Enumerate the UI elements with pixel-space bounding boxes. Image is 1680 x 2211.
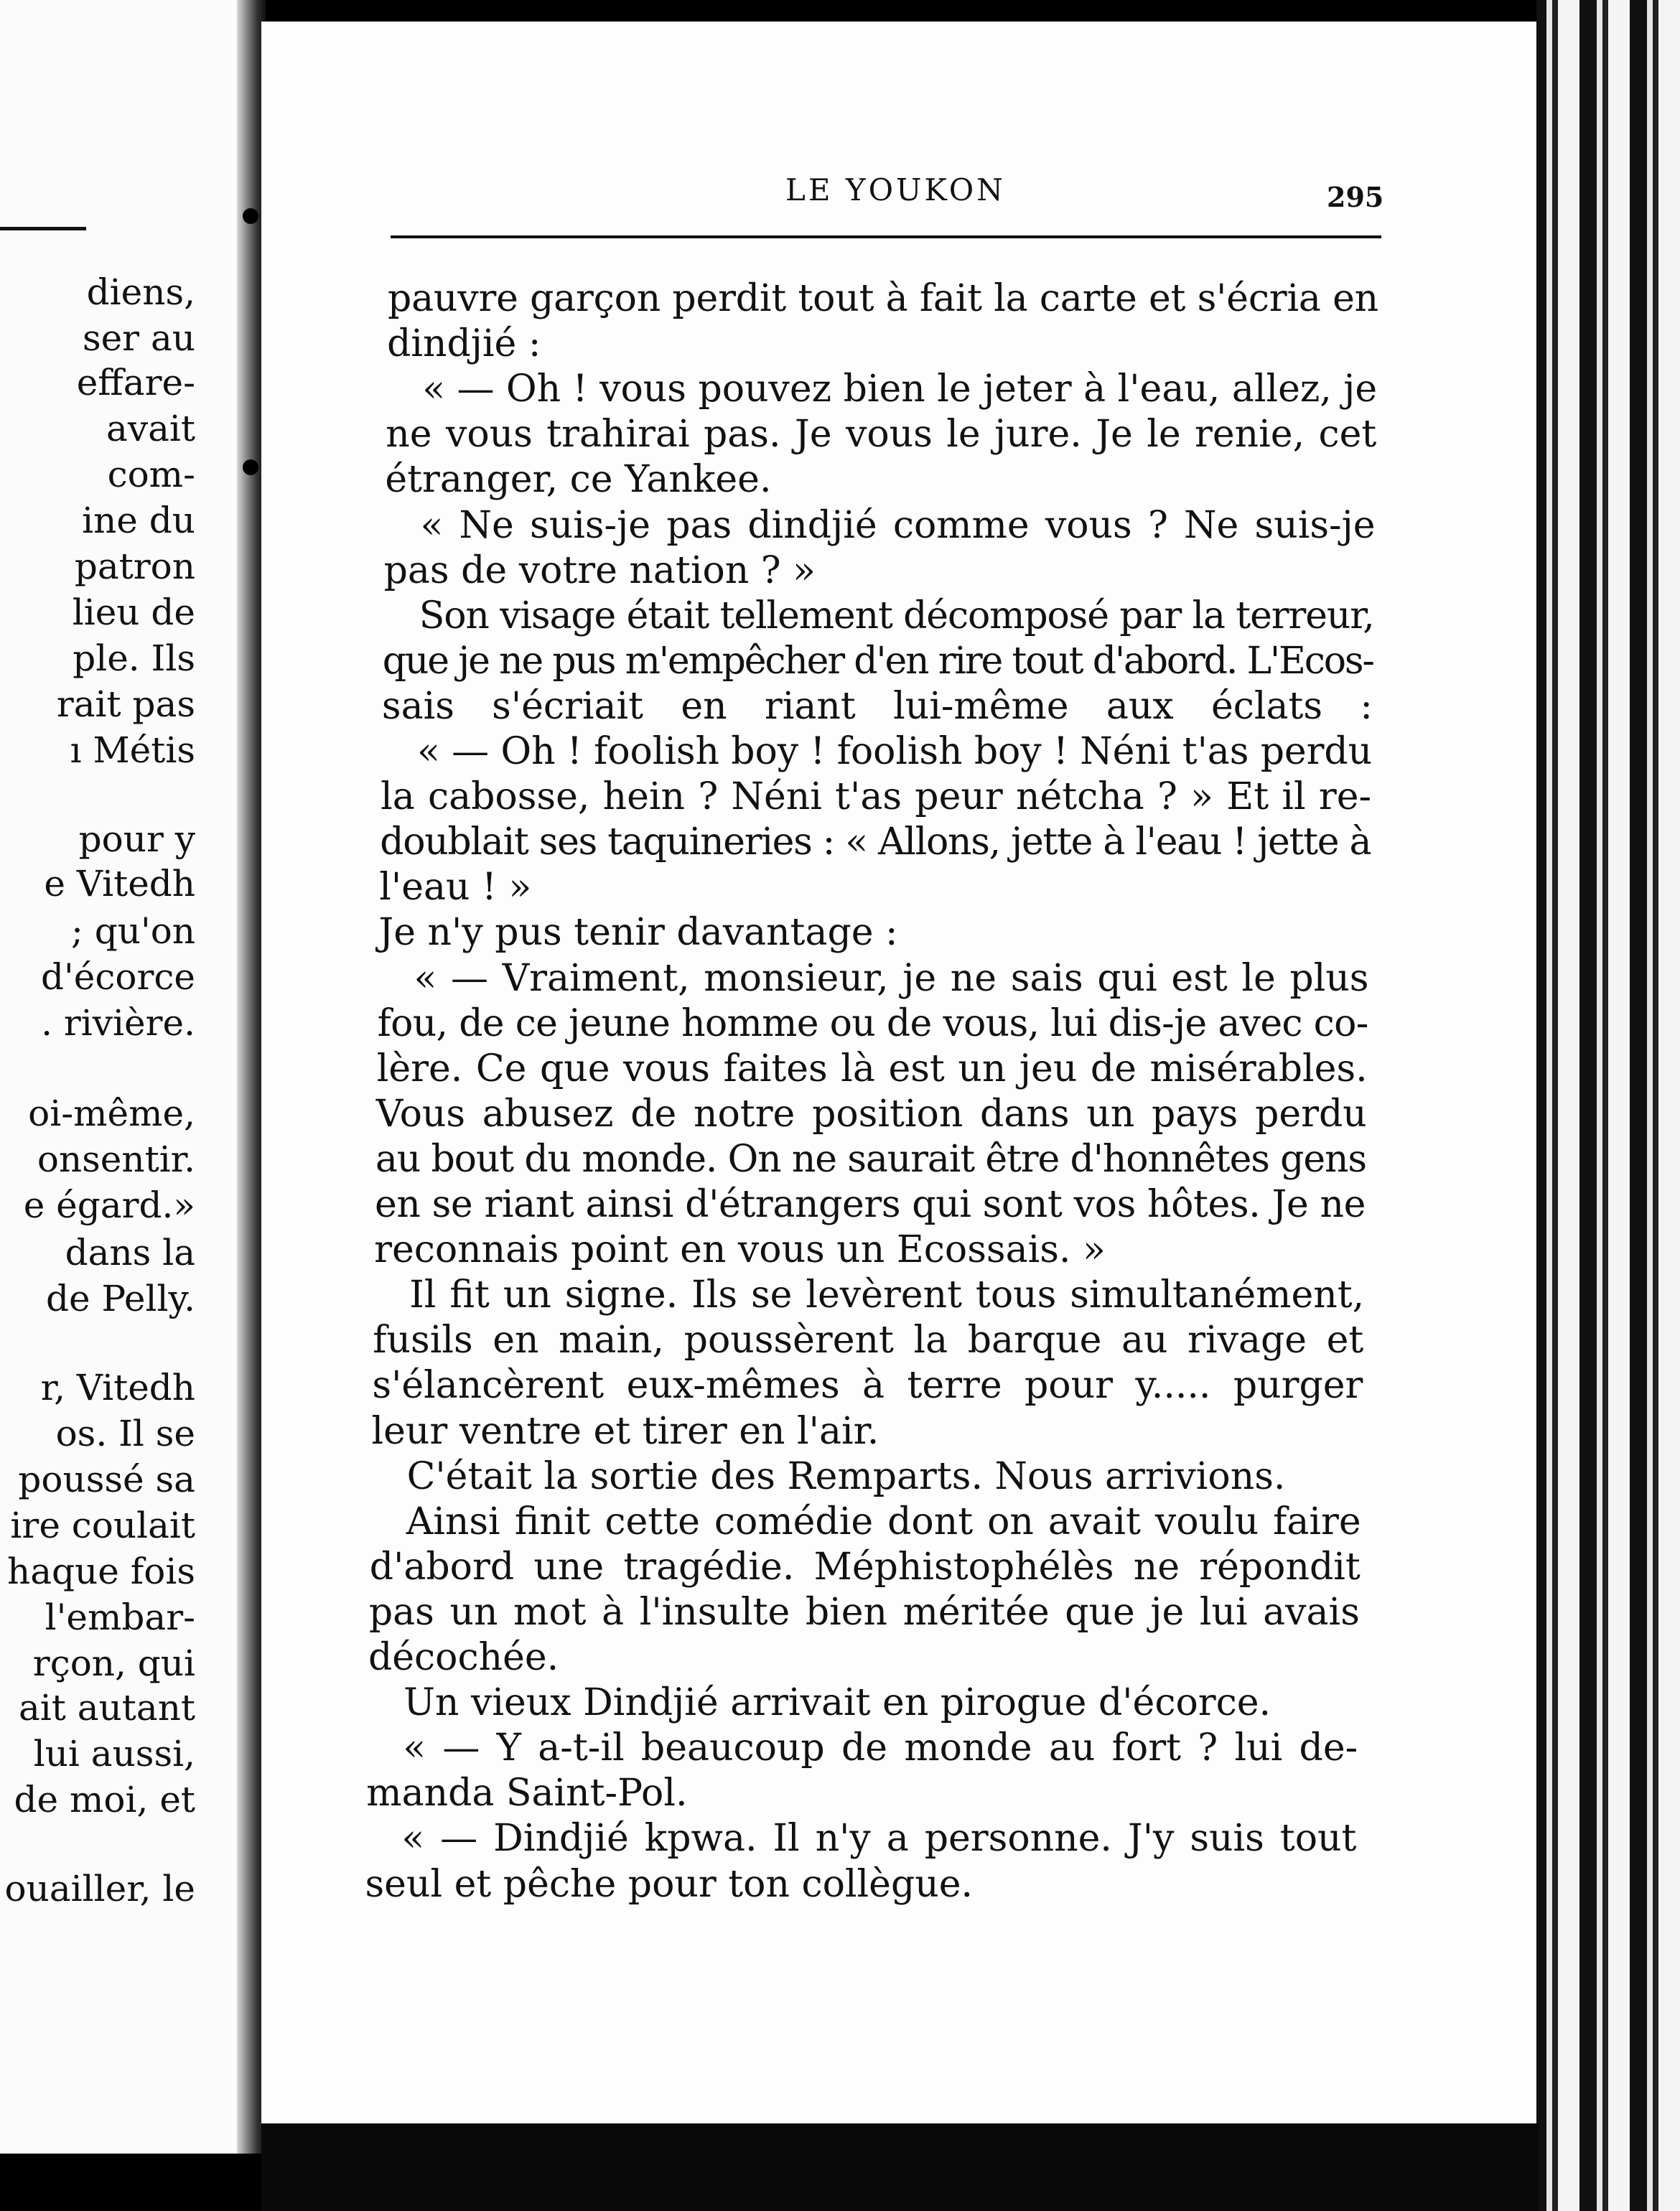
left-page-line: avait <box>106 408 195 449</box>
text-line: Je n'y pus tenir davantage : <box>378 911 898 955</box>
text-line: que je ne pus m'empêcher d'en rire tout d'abord. L'Ecos- <box>382 639 1373 683</box>
left-page-line: e Vitedh <box>44 863 195 904</box>
text-line: C'était la sortie des Remparts. Nous arrivions. <box>406 1454 1286 1498</box>
text-line: au bout du monde. On ne saurait être d'honnêtes gens <box>375 1137 1366 1181</box>
left-page-line: oi-même, <box>28 1093 195 1134</box>
left-page-line: rçon, qui <box>32 1642 195 1684</box>
left-page-line: de moi, et <box>14 1779 195 1820</box>
text-line: pas un mot à l'insulte bien méritée que je lui avais <box>368 1590 1360 1634</box>
text-line: « — Oh ! vous pouvez bien le jeter à l'eau, allez, je <box>422 368 1378 411</box>
left-page-line: com- <box>107 454 195 495</box>
left-page-line: patron <box>74 546 195 587</box>
left-page-line: ; qu'on <box>71 910 195 952</box>
running-head: LE YOUKON <box>785 172 1006 207</box>
left-page-line: effare- <box>76 362 195 403</box>
left-page-line: r, Vitedh <box>40 1367 195 1408</box>
text-line: seul et pêche pour ton collègue. <box>365 1862 974 1906</box>
text-line: doublait ses taquineries : « Allons, jette à l'eau ! jette à <box>380 821 1371 864</box>
text-line: leur ventre et tirer en l'air. <box>371 1409 879 1453</box>
text-line: sais s'écriait en riant lui-même aux éclats : <box>381 684 1373 728</box>
text-line: étranger, ce Yankee. <box>385 458 772 502</box>
text-line: « Ne suis-je pas dindjié comme vous ? Ne suis-je <box>420 503 1376 547</box>
text-line: l'eau ! » <box>379 866 532 910</box>
text-line: Il fit un signe. Ils se levèrent tous simultanément, <box>409 1273 1365 1317</box>
text-line: Ainsi finit cette comédie dont on avait voulu faire <box>406 1500 1361 1543</box>
text-line: manda Saint-Pol. <box>366 1772 688 1815</box>
left-page-line: l'embar- <box>45 1597 195 1638</box>
text-line: Vous abusez de notre position dans un pays perdu <box>375 1092 1367 1136</box>
left-page-line: rait pas <box>56 683 195 725</box>
scan-shadow <box>261 2123 1539 2211</box>
left-page-line: . rivière. <box>41 1002 195 1044</box>
left-page-line: haque fois <box>7 1551 195 1592</box>
text-line: Son visage était tellement décomposé par la terreur, <box>419 594 1374 637</box>
text-line: en se riant ainsi d'étrangers qui sont vos hôtes. Je ne <box>375 1183 1366 1226</box>
text-line: « — Y a-t-il beaucoup de monde au fort ? lui de- <box>403 1726 1358 1770</box>
left-page-line: ple. Ils <box>73 637 195 679</box>
left-page-line: ı Métis <box>70 729 195 771</box>
left-page-line: dans la <box>65 1232 195 1273</box>
left-page-line: ine du <box>82 500 195 541</box>
text-line: fou, de ce jeune homme ou de vous, lui dis-je avec co- <box>377 1001 1368 1045</box>
left-page-line: d'écorce <box>41 956 195 998</box>
page-number: 295 <box>1327 181 1384 213</box>
text-line: pas de votre nation ? » <box>383 548 816 592</box>
text-line: dindjié : <box>387 322 541 366</box>
left-page-line: e égard.» <box>23 1184 195 1226</box>
text-line: pauvre garçon perdit tout à fait la carte et s'écria en <box>388 277 1378 320</box>
text-line: d'abord une tragédie. Méphistophélès ne répondit <box>369 1545 1361 1589</box>
left-page-line: ouailler, le <box>4 1868 195 1910</box>
left-page-line: onsentir. <box>37 1139 195 1180</box>
text-line: reconnais point en vous un Ecossais. » <box>374 1228 1106 1272</box>
text-line: décochée. <box>368 1636 559 1679</box>
text-line: Un vieux Dindjié arrivait en pirogue d'écorce. <box>403 1681 1271 1725</box>
text-line: ne vous trahirai pas. Je vous le jure. Je le renie, cet <box>386 413 1377 457</box>
text-line: la cabosse, hein ? Néni t'as peur nétcha ? » Et il re- <box>381 775 1372 819</box>
left-page-line: lieu de <box>72 592 195 633</box>
left-page-line: diens, <box>86 271 195 313</box>
text-line: s'élancèrent eux-mêmes à terre pour y..... purger <box>372 1364 1363 1408</box>
text-line: lère. Ce que vous faites là est un jeu de misérables. <box>376 1047 1368 1090</box>
left-page-line: pour y <box>78 818 195 860</box>
text-line: « — Oh ! foolish boy ! foolish boy ! Néni t'as perdu <box>417 730 1372 773</box>
left-page-line: ait autant <box>19 1687 195 1729</box>
left-page-line: os. Il se <box>55 1413 195 1454</box>
left-page-line: ser au <box>82 317 195 359</box>
text-line: fusils en main, poussèrent la barque au rivage et <box>373 1319 1364 1362</box>
page-edges <box>1536 0 1680 2211</box>
left-page-line: lui aussi, <box>33 1733 195 1775</box>
text-line: « — Dindjié kpwa. Il n'y a personne. J'y suis tout <box>401 1817 1357 1861</box>
left-page-line: de Pelly. <box>46 1278 195 1319</box>
left-page-line: ire coulait <box>10 1505 195 1546</box>
text-line: « — Vraiment, monsieur, je ne sais qui est le plus <box>414 956 1369 1000</box>
left-page-line: poussé sa <box>18 1459 195 1500</box>
